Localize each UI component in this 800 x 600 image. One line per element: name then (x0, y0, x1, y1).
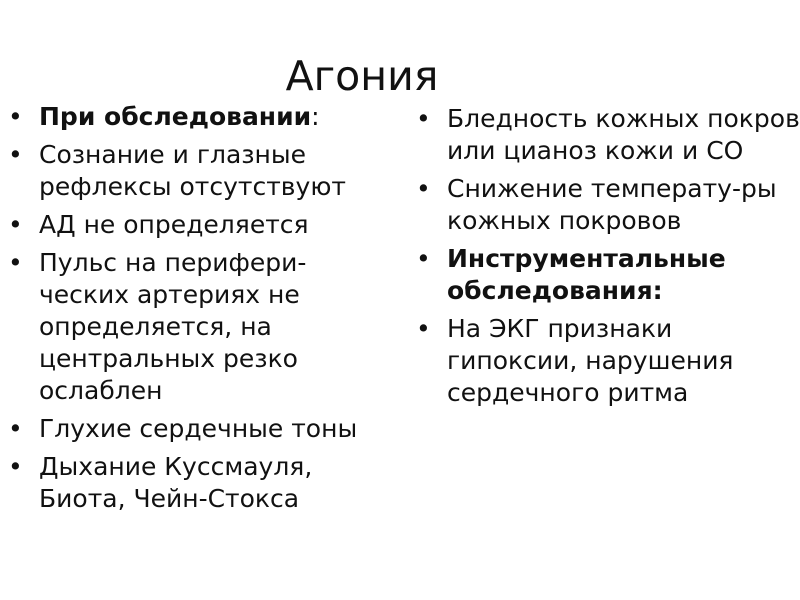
bullet-icon: • (416, 104, 431, 133)
list-item (8, 413, 388, 445)
section-heading: При обследовании (39, 102, 312, 131)
bullet-icon: • (8, 414, 23, 443)
list-item (8, 139, 388, 203)
right-bullet-list (416, 103, 800, 415)
bullet-icon: • (8, 140, 23, 169)
list-item-text: Глухие сердечные тоны (39, 414, 358, 443)
slide-title: Агония (285, 52, 439, 100)
list-item (416, 243, 800, 307)
list-item-text: Пульс на перифери-ческих артериях не определяется, на центральных резко ослаблен (39, 248, 307, 405)
list-item-text: Сознание и глазные рефлексы отсутствуют (39, 140, 346, 201)
bullet-icon: • (8, 210, 23, 239)
section-heading: Инструментальные обследования: (447, 244, 726, 305)
bullet-icon: • (416, 244, 431, 273)
list-item (8, 101, 388, 133)
list-item (416, 103, 800, 167)
left-bullet-list (8, 101, 388, 521)
bullet-icon: • (8, 102, 23, 131)
list-item-text: На ЭКГ признаки гипоксии, нарушения сердечного ритма (447, 314, 734, 407)
list-item-text: Бледность кожных покров или цианоз кожи и СО (447, 104, 800, 165)
list-item-text: АД не определяется (39, 210, 309, 239)
list-item (8, 209, 388, 241)
list-item (416, 313, 800, 409)
bullet-icon: • (8, 452, 23, 481)
list-item-text: Дыхание Куссмауля, Биота, Чейн-Стокса (39, 452, 313, 513)
bullet-icon: • (8, 248, 23, 277)
bullet-icon: • (416, 174, 431, 203)
bullet-icon: • (416, 314, 431, 343)
list-item-text: Снижение температу-ры кожных покровов (447, 174, 777, 235)
list-item (8, 451, 388, 515)
section-heading-colon: : (311, 102, 320, 131)
list-item (416, 173, 800, 237)
list-item (8, 247, 388, 407)
